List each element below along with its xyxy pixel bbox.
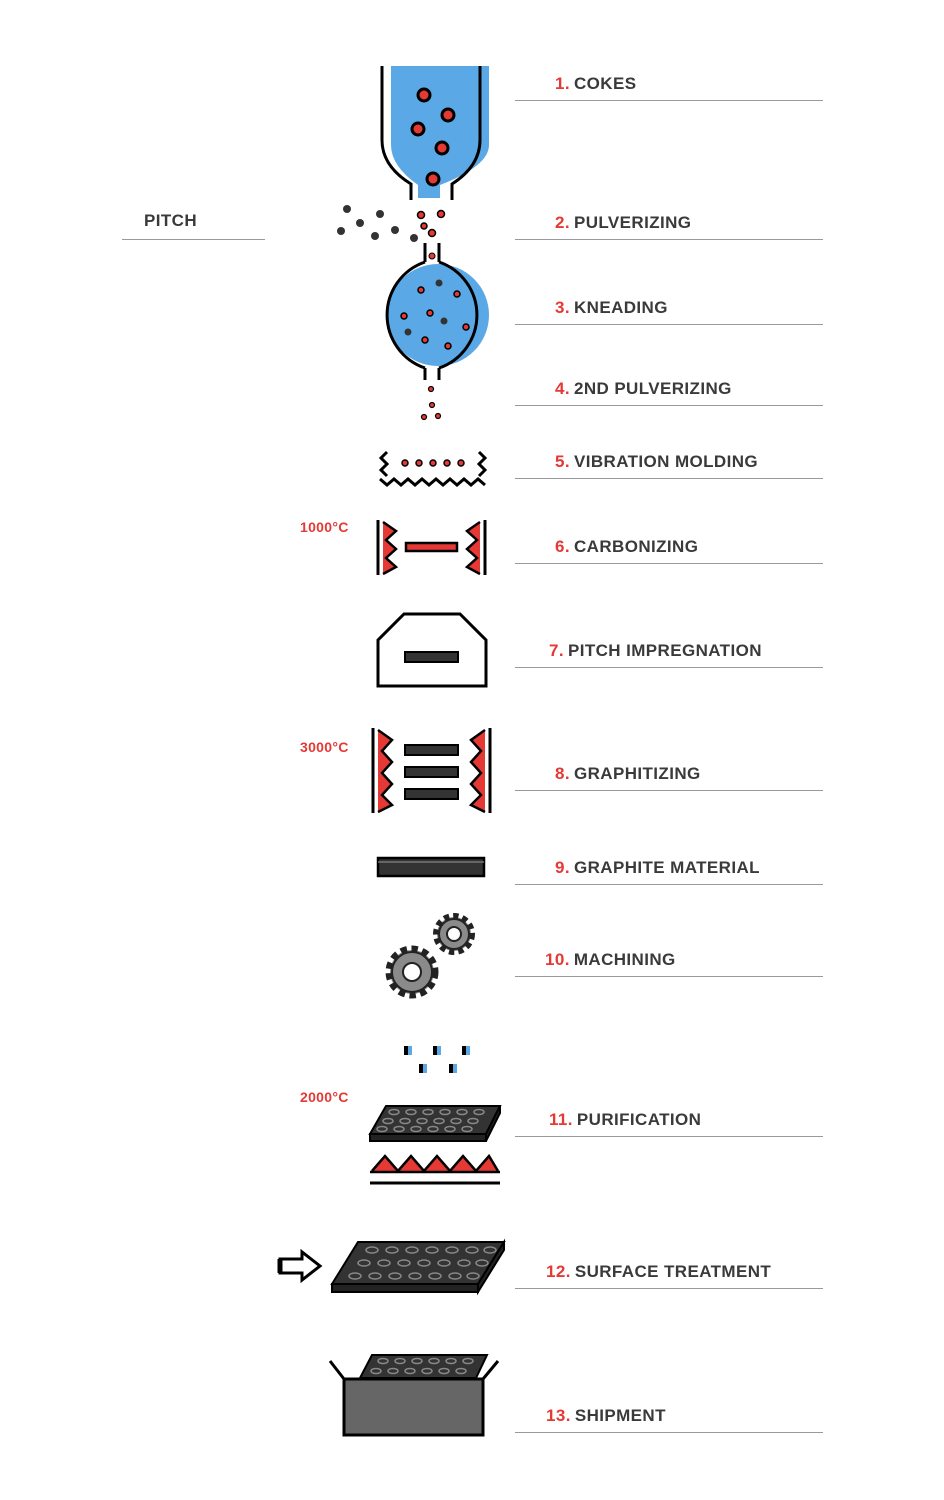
step-label: PURIFICATION xyxy=(576,1110,702,1129)
step-label: COKES xyxy=(573,74,637,93)
graphite-block-icon xyxy=(378,858,484,876)
step-label: 2ND PULVERIZING xyxy=(573,379,732,398)
particles-icon xyxy=(422,387,441,420)
purification-icon xyxy=(370,1046,500,1183)
mold-icon xyxy=(380,452,485,485)
pitch-label-text: PITCH xyxy=(144,211,197,230)
step-label: GRAPHITE MATERIAL xyxy=(573,858,760,877)
step-label: MACHINING xyxy=(573,950,676,969)
step-number: 9. xyxy=(555,858,570,877)
step-number: 8. xyxy=(555,764,570,783)
step-number: 1. xyxy=(555,74,570,93)
gas-particles xyxy=(404,1046,470,1073)
step-number: 6. xyxy=(555,537,570,556)
step-number: 12. xyxy=(546,1262,571,1281)
step-label: KNEADING xyxy=(573,298,668,317)
step-number: 2. xyxy=(555,213,570,232)
furnace-icon xyxy=(378,520,485,575)
step-number: 7. xyxy=(549,641,564,660)
hopper-icon xyxy=(382,66,489,200)
graphitizing-furnace-icon xyxy=(373,728,490,813)
temperature-graphitizing: 3000°C xyxy=(300,739,349,755)
step-label: SURFACE TREATMENT xyxy=(574,1262,772,1281)
impregnation-tank-icon xyxy=(378,614,486,686)
step-label: PULVERIZING xyxy=(573,213,692,232)
temperature-purification: 2000°C xyxy=(300,1089,349,1105)
step-number: 10. xyxy=(545,950,570,969)
step-number: 3. xyxy=(555,298,570,317)
particles-icon xyxy=(337,205,445,242)
step-number: 13. xyxy=(546,1406,571,1425)
step-number: 11. xyxy=(549,1110,573,1129)
shipment-box-icon xyxy=(330,1355,498,1435)
gears-icon xyxy=(390,917,471,994)
step-label: CARBONIZING xyxy=(573,537,699,556)
step-label: VIBRATION MOLDING xyxy=(573,452,759,471)
temperature-carbonizing: 1000°C xyxy=(300,519,349,535)
step-label: PITCH IMPREGNATION xyxy=(567,641,762,660)
step-number: 4. xyxy=(555,379,570,398)
surface-treatment-icon xyxy=(280,1242,504,1292)
step-label: SHIPMENT xyxy=(574,1406,666,1425)
step-number: 5. xyxy=(555,452,570,471)
step-label: GRAPHITIZING xyxy=(573,764,701,783)
mixer-icon xyxy=(387,243,489,380)
